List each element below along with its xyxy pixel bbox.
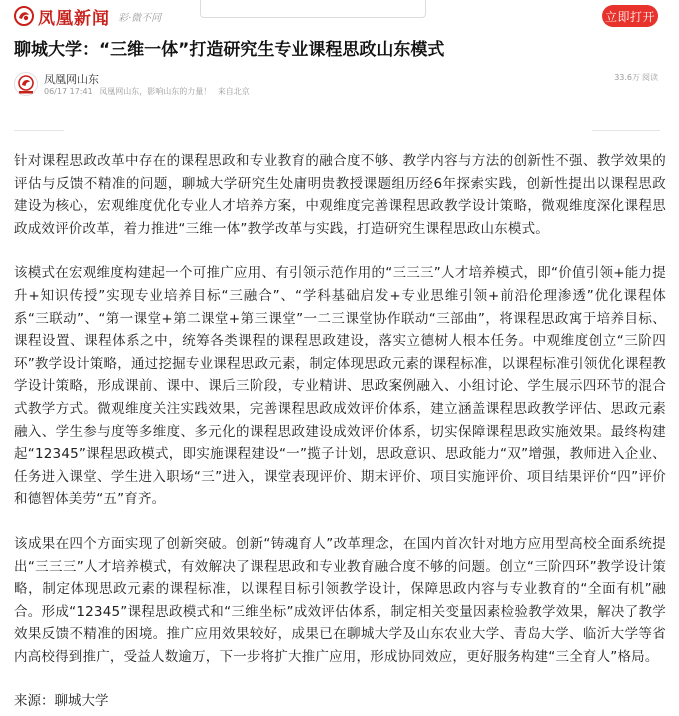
phoenix-logo-icon	[14, 6, 34, 26]
divider	[14, 130, 64, 131]
article-source: 来源：聊城大学	[14, 693, 109, 710]
article-paragraph: 该成果在四个方面实现了创新突破。创新“铸魂育人”改革理念，在国内首次针对地方应用型高校全面系统提出“三三三”人才培养模式，有效解决了课程思政和专业教育融合度不够的问题。创立“三阶四环”教学设计策略，制定体现思政元素的课程标准，以课程目标引领教学设计，保障思政内容与专业教育的“全面有机”融合。形成“12345”课程思政模式和“三维坐标”成效评估体系，制定相关变量因素检验教学效果，解决了教学效果反馈不精准的困境。推广应用效果较好，成果已在聊城大学及山东农业大学、青岛大学、临沂大学等省内高校得到推广，受益人数逾万，下一步将扩大推广应用，形成协同效应，更好服务构建“三全育人”格局。	[14, 535, 666, 665]
app-logo[interactable]	[14, 5, 161, 27]
search-bar-remnant	[200, 0, 426, 18]
author-name[interactable]: 凤凰网山东	[44, 73, 99, 86]
article-title: 聊城大学：“三维一体”打造研究生专业课程思政山东模式	[14, 40, 445, 60]
top-bar	[0, 0, 679, 32]
article-paragraph: 针对课程思政改革中存在的课程思政和专业教育的融合度不够、教学内容与方法的创新性不强、教学效果的评估与反馈不精准的问题，聊城大学研究生处庸明贵教授课题组历经6年探索实践，创新性提出以课程思政建设为核心，宏观维度优化专业人才培养方案，中观维度完善课程思政教学设计策略，微观维度深化课程思政成效评价改革，着力推进“三维一体”教学改革与实践，打造研究生课程思政山东模式。	[14, 153, 666, 237]
view-count-value: 33.6万	[614, 73, 640, 82]
author-meta	[44, 86, 254, 97]
author-avatar-icon[interactable]	[14, 72, 38, 96]
article-body	[14, 150, 666, 712]
article-paragraph: 该模式在宏观维度构建起一个可推广应用、有引领示范作用的“三三三”人才培养模式，即“价值引领+能力提升+知识传授”实现专业培养目标“三融合”、“学科基础启发+专业思维引领+前沿伦理渗透”优化课程体系“三联动”、“第一课堂+第二课堂+第三课堂”一二三课堂协作联动“三部曲”，将课程思政寓于培养目标、课程设置、课程体系之中，统筹各类课程的课程思政建设，落实立德树人根本任务。中观维度创立“三阶四环”教学设计策略，通过挖掘专业课程思政元素，制定体现思政元素的课程标准，以课程标准引领优化课程教学设计策略，形成课前、课中、课后三阶段，专业精讲、思政案例融入、小组讨论、学生展示四环节的混合式教学方式。微观维度关注实践效果，完善课程思政成效评价体系，建立涵盖课程思政教学评估、思政元素融入、学生参与度等多维度、多元化的课程思政建设成效评价体系，切实保障课程思政实施效果。最终构建起“12345”课程思政模式，即实施课程建设“一”揽子计划，思政意识、思政能力“双”增强，教师进入企业、任务进入课堂、学生进入职场“三”进入，课堂表现评价、期末评价、项目实施评价、项目结果评价“四”评价和德智体美劳“五”育齐。	[14, 265, 666, 508]
author-info	[14, 70, 664, 102]
author-description: 凤凰网山东，影响山东的力量！	[99, 87, 212, 96]
view-count	[612, 72, 658, 83]
view-count-label: 阅读	[642, 73, 658, 82]
brand-slogan: 彩·微不同	[118, 12, 162, 24]
publish-location: 来自北京	[217, 87, 250, 96]
publish-date: 06/17 17:41	[44, 87, 93, 96]
brand-name: 凤凰新闻	[38, 8, 110, 29]
open-app-button[interactable]: 立即打开	[602, 5, 658, 27]
divider	[592, 130, 660, 131]
